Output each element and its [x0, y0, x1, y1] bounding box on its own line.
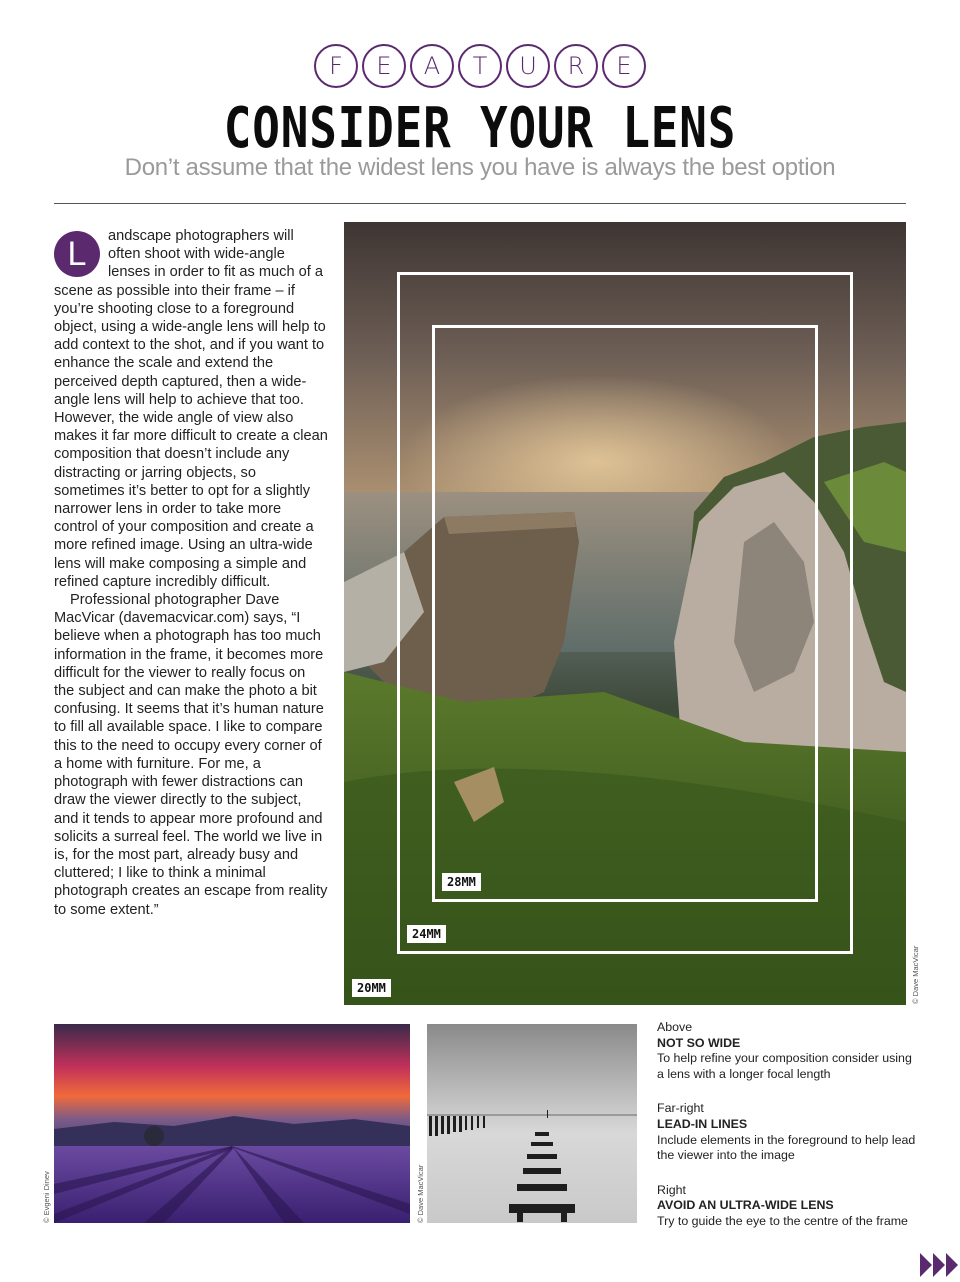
pier-illustration: [427, 1024, 637, 1223]
photo-credit-main: © Dave MacVicar: [911, 945, 920, 1004]
feature-letter: F: [314, 44, 358, 88]
feature-kicker: [0, 44, 960, 88]
caption-heading: LEAD-IN LINES: [657, 1116, 748, 1131]
caption-text: Include elements in the foreground to help lead the viewer into the image: [657, 1132, 916, 1163]
pier-posts-photo: [427, 1024, 637, 1223]
caption-position: Far-right: [657, 1101, 704, 1116]
article-paragraph-2: Professional photographer Dave MacVicar (davemacvicar.com) says, “I believe when a photograph has too much information in the frame, it becomes more difficult for the viewer to really focus on the subject and can make the photo a bit confusing. It seems that it’s human nature to fill all available space. I like to compare this to the need to occupy every corner of a home with furniture. For me, a photograph with fewer distractions can draw the viewer directly to the subject, and it tends to appear more profound and solicits a surreal feel. The world we live in is, for the most part, already busy and cluttered; I like to think a minimal photograph creates an escape from reality to some extent.”: [54, 592, 328, 918]
label-24mm: 24MM: [407, 925, 446, 943]
caption-far-right: [657, 1101, 917, 1163]
feature-letter: A: [410, 44, 454, 88]
feature-letter: R: [554, 44, 598, 88]
page-title: CONSIDER YOUR LENS: [223, 96, 737, 161]
cliff-landscape-photo: [344, 222, 906, 1005]
caption-text: Try to guide the eye to the centre of the frame: [657, 1213, 908, 1228]
article-paragraph-1: [54, 227, 328, 591]
next-page-arrows-icon[interactable]: [920, 1253, 960, 1282]
feature-letter: E: [602, 44, 646, 88]
feature-letter: T: [458, 44, 502, 88]
caption-right: [657, 1183, 917, 1230]
caption-position: Above: [657, 1020, 693, 1034]
article-body: [54, 227, 328, 919]
feature-letter: E: [362, 44, 406, 88]
lavender-illustration: [54, 1024, 410, 1223]
caption-position: Right: [657, 1182, 686, 1197]
caption-text: To help refine your composition consider using a lens with a longer focal length: [657, 1051, 912, 1081]
paragraph-1-text: andscape photographers will often shoot with wide-angle lenses in order to fit as much of a scene as possible into their frame – if you’re shooting close to a foreground object, using a wide-angle lens will help to add context to the shot, and if you want to enhance the scale and extend the perceived depth captured, then a wide-angle lens will help to achieve that too. However, the wide angle of view also makes it far more difficult to create a clean composition that doesn’t include any distracting or jarring objects, so sometimes it’s better to opt for a slightly narrower lens in order to take more control of your composition and create a more refined image. Using an ultra-wide lens will make composing a simple and refined capture incredibly difficult.: [54, 228, 328, 590]
label-20mm: 20MM: [352, 979, 391, 997]
caption-heading: NOT SO WIDE: [657, 1035, 741, 1050]
feature-letter: U: [506, 44, 550, 88]
page-subtitle: Don’t assume that the widest lens you have is always the best option: [124, 154, 836, 181]
captions: [657, 1020, 917, 1249]
caption-above: [657, 1020, 917, 1082]
header-divider: [54, 203, 906, 204]
lavender-field-photo: [54, 1024, 410, 1223]
frame-28mm: [432, 325, 818, 902]
dropcap: L: [54, 231, 100, 277]
photo-credit-pier: © Dave MacVicar: [416, 1164, 425, 1223]
photo-credit-lavender: © Evgeni Dinev: [42, 1171, 51, 1223]
label-28mm: 28MM: [442, 873, 481, 891]
caption-heading: AVOID AN ULTRA-WIDE LENS: [657, 1198, 834, 1213]
